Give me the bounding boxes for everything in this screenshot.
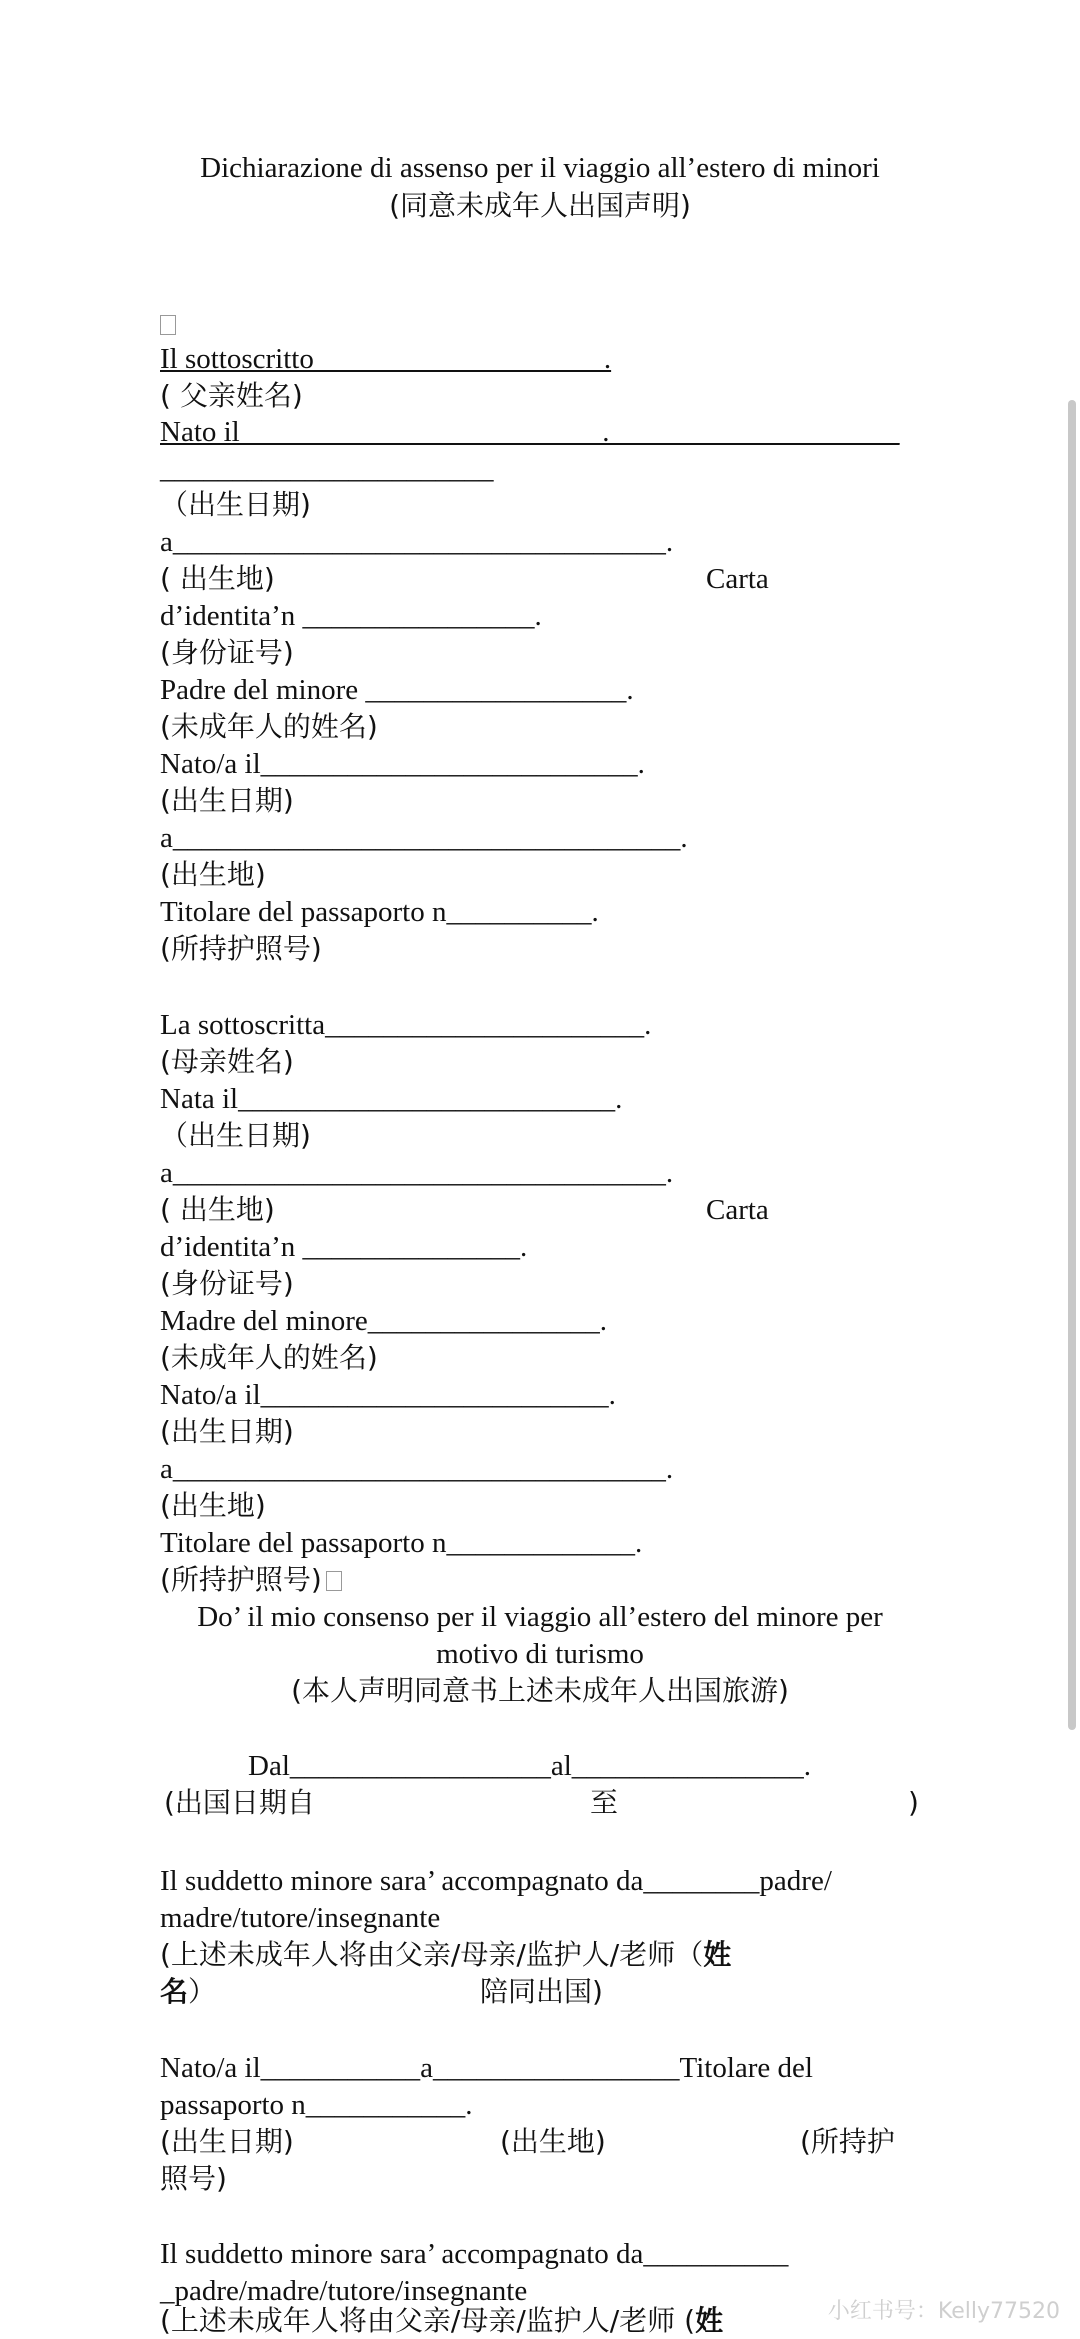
companion1-line2: madre/tutore/insegnante — [160, 1902, 441, 1934]
father-name-cn: ( 父亲姓名) — [160, 379, 303, 412]
father-id-cn: (身份证号) — [160, 636, 294, 669]
mother-minor-born-field: Nato/a il________________________. — [160, 1379, 616, 1411]
mother-place-field: a__________________________________. — [160, 1157, 674, 1189]
travel-dates-cn-close: ) — [908, 1786, 919, 1819]
mother-minor-cn: (未成年人的姓名) — [160, 1341, 378, 1374]
companion-details-line1: Nato/a il___________a_________________Titolare del — [160, 2052, 813, 2084]
father-place-field: a__________________________________. — [160, 526, 674, 558]
consent-line1: Do’ il mio consenso per il viaggio all’estero del minore per — [197, 1601, 883, 1633]
companion1-cn-line2-end: 陪同出国) — [480, 1975, 603, 2008]
companion1-cn-line1: (上述未成年人将由父亲/母亲/监护人/老师（姓 — [160, 1938, 732, 1971]
father-minor-place-cn: (出生地) — [160, 858, 266, 891]
mother-minor-field: Madre del minore________________. — [160, 1305, 608, 1337]
father-carta-label: Carta — [706, 563, 769, 595]
mother-name-field: La sottoscritta______________________. — [160, 1009, 652, 1041]
mother-passport-field: Titolare del passaporto n_____________. — [160, 1527, 643, 1559]
father-id-field: d’identita’n ________________. — [160, 600, 542, 632]
mother-born-field: Nata il__________________________. — [160, 1083, 623, 1115]
father-minor-cn: (未成年人的姓名) — [160, 710, 378, 743]
father-minor-field: Padre del minore __________________. — [160, 674, 634, 706]
mother-place-cn: ( 出生地) — [160, 1193, 275, 1226]
father-born-cn: （出生日期) — [160, 488, 311, 521]
travel-dates-field: Dal__________________al________________. — [248, 1750, 812, 1782]
consent-line2: motivo di turismo — [436, 1638, 644, 1670]
companion-details-cn-place: (出生地) — [500, 2125, 606, 2158]
mother-born-cn: （出生日期) — [160, 1119, 311, 1152]
travel-dates-cn-from: (出国日期自 — [164, 1786, 315, 1819]
companion-details-cn-born: (出生日期) — [160, 2125, 294, 2158]
mother-minor-place-field: a__________________________________. — [160, 1453, 674, 1485]
mother-passport-cn: (所持护照号) — [160, 1562, 342, 1598]
father-name-field: Il sottoscritto____________________. — [160, 343, 612, 375]
mother-id-cn: (身份证号) — [160, 1267, 294, 1300]
title-chinese: (同意未成年人出国声明) — [389, 189, 691, 222]
father-born-line2: _______________________ — [160, 453, 494, 485]
companion1-line1: Il suddetto minore sara’ accompagnato da________padre/ — [160, 1865, 832, 1897]
father-passport-cn: (所持护照号) — [160, 932, 322, 965]
companion1-cn-line2: 名） — [160, 1975, 217, 2008]
consent-cn: (本人声明同意书上述未成年人出国旅游) — [291, 1674, 789, 1707]
father-minor-born-field: Nato/a il__________________________. — [160, 748, 645, 780]
mother-minor-place-cn: (出生地) — [160, 1489, 266, 1522]
mother-carta-label: Carta — [706, 1194, 769, 1226]
mother-name-cn: (母亲姓名) — [160, 1045, 294, 1078]
companion2-line1: Il suddetto minore sara’ accompagnato da__________ — [160, 2238, 789, 2270]
vertical-scrollbar[interactable] — [1068, 400, 1076, 1730]
father-born-field: Nato il_________________________.____________________ — [160, 416, 900, 448]
father-passport-field: Titolare del passaporto n__________. — [160, 896, 599, 928]
father-minor-born-cn: (出生日期) — [160, 784, 294, 817]
title-italian: Dichiarazione di assenso per il viaggio all’estero di minori — [200, 152, 880, 184]
companion2-cn-line1: (上述未成年人将由父亲/母亲/监护人/老师 (姓 — [160, 2304, 724, 2337]
companion-details-cn-passport-a: (所持护 — [800, 2125, 895, 2158]
checkbox-icon — [326, 1571, 342, 1591]
mother-minor-born-cn: (出生日期) — [160, 1415, 294, 1448]
companion-details-cn-passport-b: 照号) — [160, 2162, 227, 2195]
father-place-cn: ( 出生地) — [160, 562, 275, 595]
companion2-line2: _padre/madre/tutore/insegnante — [160, 2275, 528, 2307]
watermark: 小红书号：Kelly77520 — [827, 2299, 1060, 2324]
mother-id-field: d’identita’n _______________. — [160, 1231, 528, 1263]
checkbox-icon — [160, 305, 176, 341]
companion-details-line2: passaporto n___________. — [160, 2089, 473, 2121]
travel-dates-cn-to: 至 — [590, 1786, 619, 1819]
father-minor-place-field: a___________________________________. — [160, 822, 688, 854]
